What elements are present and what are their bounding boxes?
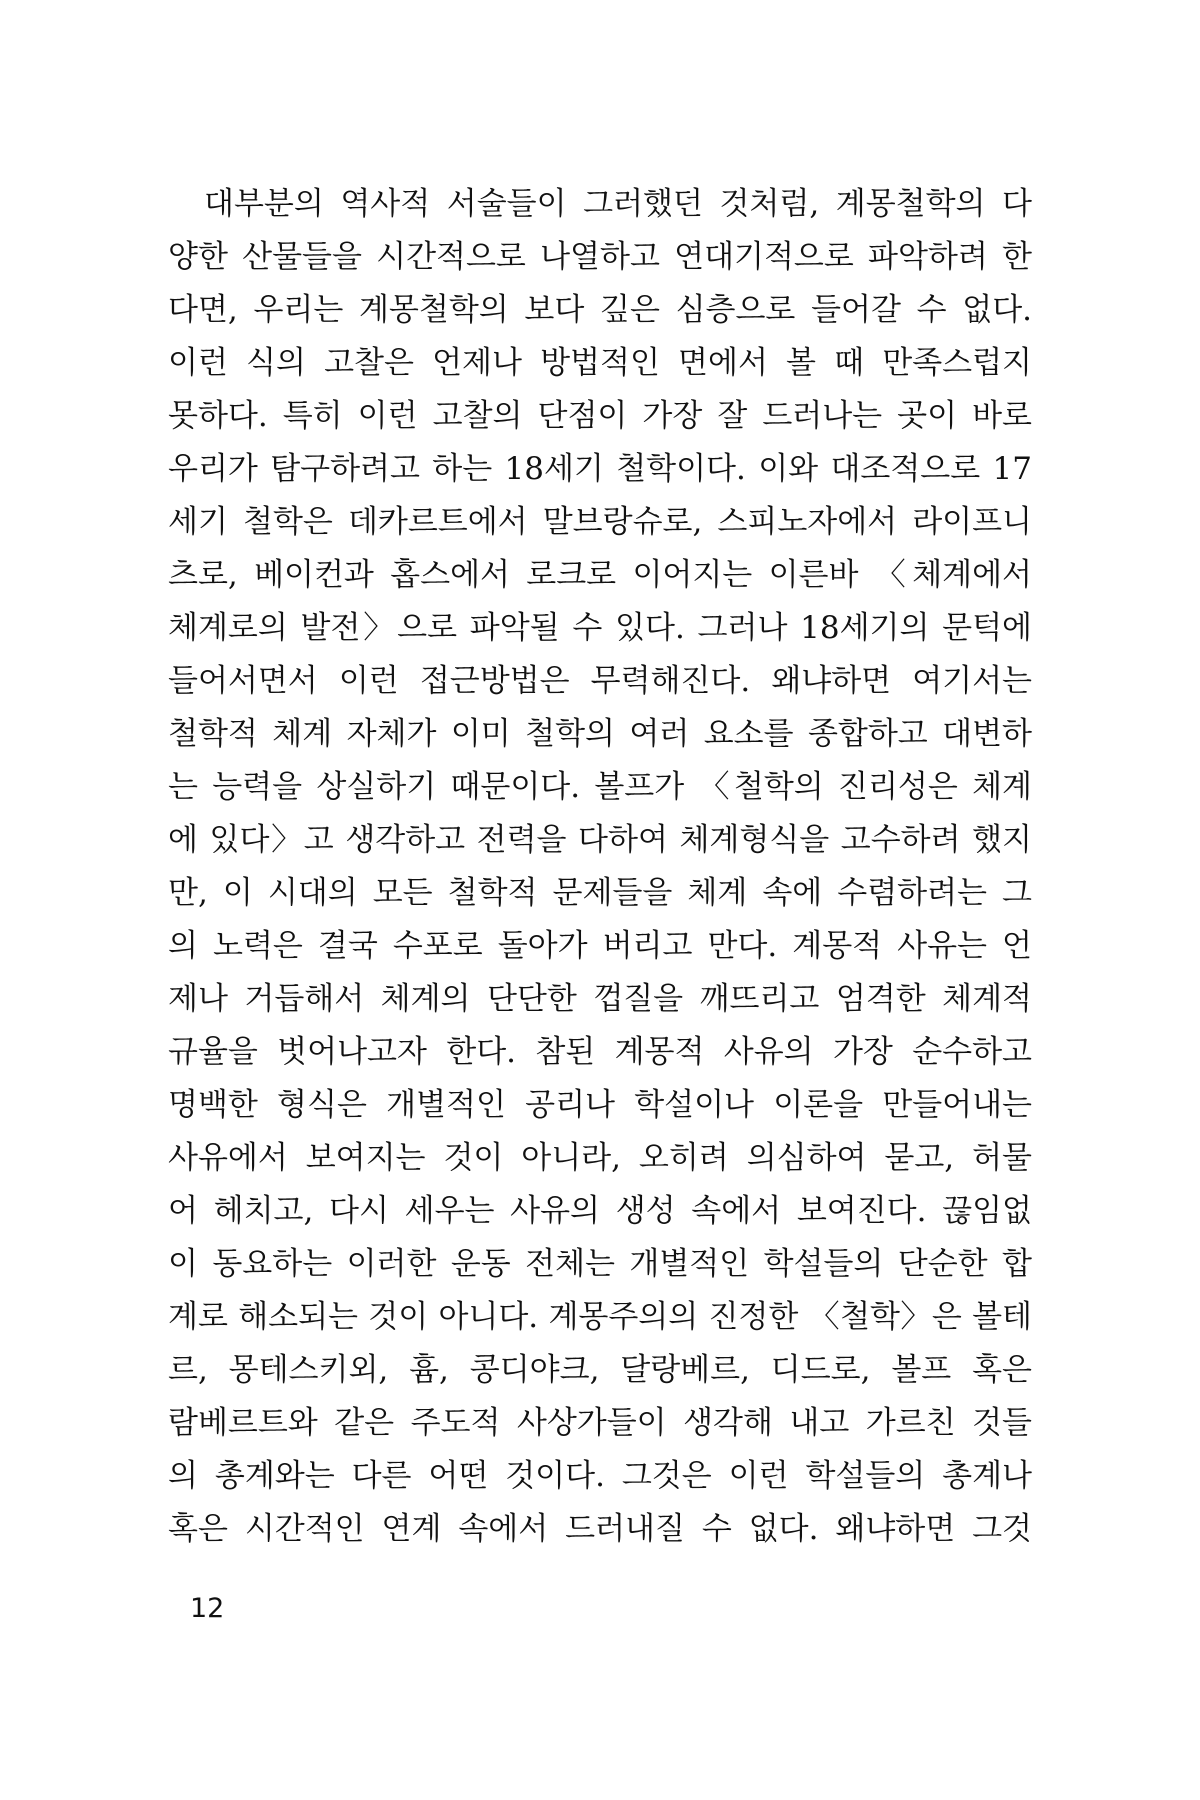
body-paragraph <box>168 178 1032 1556</box>
text-line: 이 동요하는 이러한 운동 전체는 개별적인 학설들의 단순한 합 <box>168 1246 1032 1282</box>
text-line: 세기 철학은 데카르트에서 말브랑슈로, 스피노자에서 라이프니 <box>168 504 1032 540</box>
text-line: 우리가 탐구하려고 하는 18세기 철학이다. 이와 대조적으로 17 <box>168 451 1032 487</box>
text-line: 제나 거듭해서 체계의 단단한 껍질을 깨뜨리고 엄격한 체계적 <box>168 981 1032 1017</box>
text-line: 계로 해소되는 것이 아니다. 계몽주의의 진정한 〈철학〉은 볼테 <box>168 1299 1032 1335</box>
text-line: 철학적 체계 자체가 이미 철학의 여러 요소를 종합하고 대변하 <box>168 716 1032 752</box>
text-line: 못하다. 특히 이런 고찰의 단점이 가장 잘 드러나는 곳이 바로 <box>168 398 1032 434</box>
text-line: 르, 몽테스키외, 흄, 콩디야크, 달랑베르, 디드로, 볼프 혹은 <box>168 1352 1032 1388</box>
page-number: 12 <box>190 1593 225 1624</box>
text-line: 혹은 시간적인 연계 속에서 드러내질 수 없다. 왜냐하면 그것 <box>168 1511 1032 1547</box>
text-line: 의 노력은 결국 수포로 돌아가 버리고 만다. 계몽적 사유는 언 <box>168 928 1032 964</box>
text-line: 어 헤치고, 다시 세우는 사유의 생성 속에서 보여진다. 끊임없 <box>168 1193 1032 1229</box>
text-line: 들어서면서 이런 접근방법은 무력해진다. 왜냐하면 여기서는 <box>168 663 1032 699</box>
text-line: 다면, 우리는 계몽철학의 보다 깊은 심층으로 들어갈 수 없다. <box>168 292 1032 328</box>
text-line: 에 있다〉고 생각하고 전력을 다하여 체계형식을 고수하려 했지 <box>168 822 1032 858</box>
text-line: 츠로, 베이컨과 홉스에서 로크로 이어지는 이른바 〈체계에서 <box>168 557 1032 593</box>
text-line: 명백한 형식은 개별적인 공리나 학설이나 이론을 만들어내는 <box>168 1087 1032 1123</box>
text-line: 규율을 벗어나고자 한다. 참된 계몽적 사유의 가장 순수하고 <box>168 1034 1032 1070</box>
text-line: 사유에서 보여지는 것이 아니라, 오히려 의심하여 묻고, 허물 <box>168 1140 1032 1176</box>
text-line: 대부분의 역사적 서술들이 그러했던 것처럼, 계몽철학의 다 <box>204 186 1032 222</box>
text-line: 는 능력을 상실하기 때문이다. 볼프가 〈철학의 진리성은 체계 <box>168 769 1032 805</box>
text-line: 양한 산물들을 시간적으로 나열하고 연대기적으로 파악하려 한 <box>168 239 1032 275</box>
text-line: 체계로의 발전〉으로 파악될 수 있다. 그러나 18세기의 문턱에 <box>168 610 1032 646</box>
text-line: 의 총계와는 다른 어떤 것이다. 그것은 이런 학설들의 총계나 <box>168 1458 1032 1494</box>
text-line: 람베르트와 같은 주도적 사상가들이 생각해 내고 가르친 것들 <box>168 1405 1032 1441</box>
text-line: 만, 이 시대의 모든 철학적 문제들을 체계 속에 수렴하려는 그 <box>168 875 1032 911</box>
text-line: 이런 식의 고찰은 언제나 방법적인 면에서 볼 때 만족스럽지 <box>168 345 1032 381</box>
